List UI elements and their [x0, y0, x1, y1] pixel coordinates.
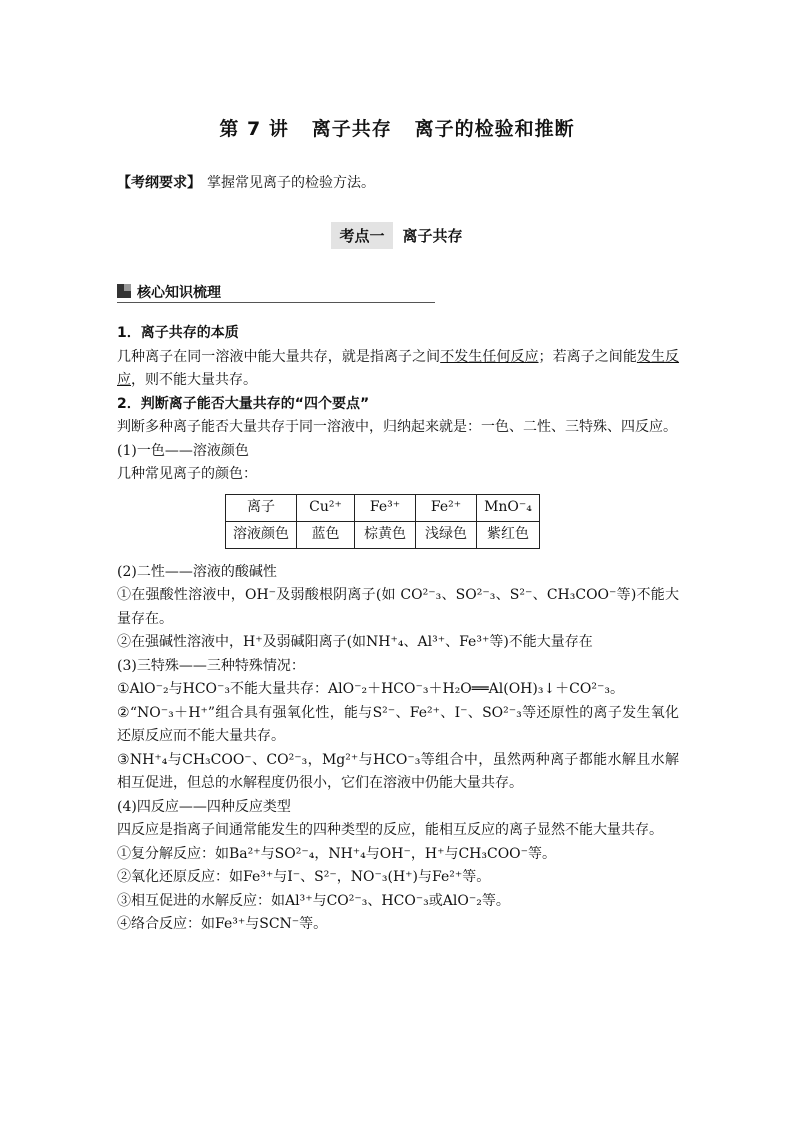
section-header [117, 281, 435, 305]
exam-point-name: 离子共存 [402, 227, 463, 245]
syllabus-requirement [117, 172, 375, 192]
table-cell: Fe³⁺ [355, 494, 416, 521]
content-body [117, 322, 679, 937]
subheading-4: (4)四反应——四种反应类型 [117, 798, 291, 815]
subheading-3: (3)三特殊——三种特殊情况： [117, 657, 305, 674]
paragraph-1: 几种离子在同一溶液中能大量共存，就是指离子之间不发生任何反应；若离子之间能发生反应，则不能大量共存。 [117, 348, 680, 388]
table-cell: 蓝色 [297, 521, 355, 548]
item-4a: ①复分解反应：如Ba²⁺与SO²⁻₄，NH⁺₄与OH⁻，H⁺与CH₃COO⁻等。 [117, 845, 557, 862]
item-2b: ②在强碱性溶液中，H⁺及弱碱阳离子(如NH⁺₄、Al³⁺、Fe³⁺等)不能大量存在 [117, 634, 593, 650]
title-topic-1: 离子共存 [311, 118, 392, 140]
paragraph-2: 判断多种离子能否大量共存于同一溶液中，归纳起来就是：一色、二性、三特殊、四反应。 [117, 419, 677, 435]
table-cell: Cu²⁺ [297, 494, 355, 521]
item-3c: ③NH⁺₄与CH₃COO⁻、CO²⁻₃，Mg²⁺与HCO⁻₃等组合中，虽然两种离子都能水解且水解相互促进，但总的水解程度仍很小，它们在溶液中仍能大量共存。 [117, 751, 679, 791]
item-3b: ②“NO⁻₃＋H⁺”组合具有强氧化性，能与S²⁻、Fe²⁺、I⁻、SO²⁻₃等还原性的离子发生氧化还原反应而不能大量共存。 [117, 704, 679, 744]
table-cell: 溶液颜色 [226, 521, 297, 548]
exam-point-label: 考点一 [331, 222, 392, 249]
table-row [226, 521, 540, 548]
subheading-1-text: 几种常见离子的颜色： [117, 466, 257, 482]
section-square-icon [117, 284, 131, 298]
table-cell: MnO⁻₄ [477, 494, 540, 521]
section-divider [117, 302, 435, 303]
underline-no-reaction: 不发生任何反应 [440, 348, 539, 365]
item-4d: ④络合反应：如Fe³⁺与SCN⁻等。 [117, 916, 328, 932]
table-cell: 离子 [226, 494, 297, 521]
table-header-row [226, 494, 540, 521]
table-cell: 浅绿色 [416, 521, 477, 548]
item-2a: ①在强酸性溶液中，OH⁻及弱酸根阴离子(如 CO²⁻₃、SO²⁻₃、S²⁻、CH₃COO⁻等)不能大量存在。 [117, 587, 679, 627]
subheading-2: (2)二性——溶液的酸碱性 [117, 563, 277, 580]
page-title [0, 114, 794, 141]
heading-2: 2．判断离子能否大量共存的“四个要点” [117, 395, 370, 412]
item-3a: ①AlO⁻₂与HCO⁻₃不能大量共存：AlO⁻₂＋HCO⁻₃＋H₂O══Al(OH)₃↓＋CO²⁻₃。 [117, 681, 624, 697]
paragraph-4: 四反应是指离子间通常能发生的四种类型的反应，能相互反应的离子显然不能大量共存。 [117, 822, 663, 838]
item-4c: ③相互促进的水解反应：如Al³⁺与CO²⁻₃、HCO⁻₃或AlO⁻₂等。 [117, 892, 510, 909]
ion-color-table [225, 494, 540, 549]
title-topic-2: 离子的检验和推断 [414, 118, 575, 140]
section-label: 核心知识梳理 [137, 285, 221, 301]
underline-reaction: 发生反应 [117, 348, 680, 388]
item-4b: ②氧化还原反应：如Fe³⁺与I⁻、S²⁻，NO⁻₃(H⁺)与Fe²⁺等。 [117, 869, 491, 885]
heading-1: 1．离子共存的本质 [117, 325, 239, 341]
subheading-1: (1)一色——溶液颜色 [117, 442, 249, 459]
table-cell: 紫红色 [477, 521, 540, 548]
syllabus-tag: 【考纲要求】 [117, 175, 201, 191]
syllabus-text: 掌握常见离子的检验方法。 [207, 175, 375, 191]
table-cell: Fe²⁺ [416, 494, 477, 521]
lecture-number: 第 7 讲 [219, 118, 289, 140]
table-cell: 棕黄色 [355, 521, 416, 548]
exam-point-heading [0, 222, 794, 252]
